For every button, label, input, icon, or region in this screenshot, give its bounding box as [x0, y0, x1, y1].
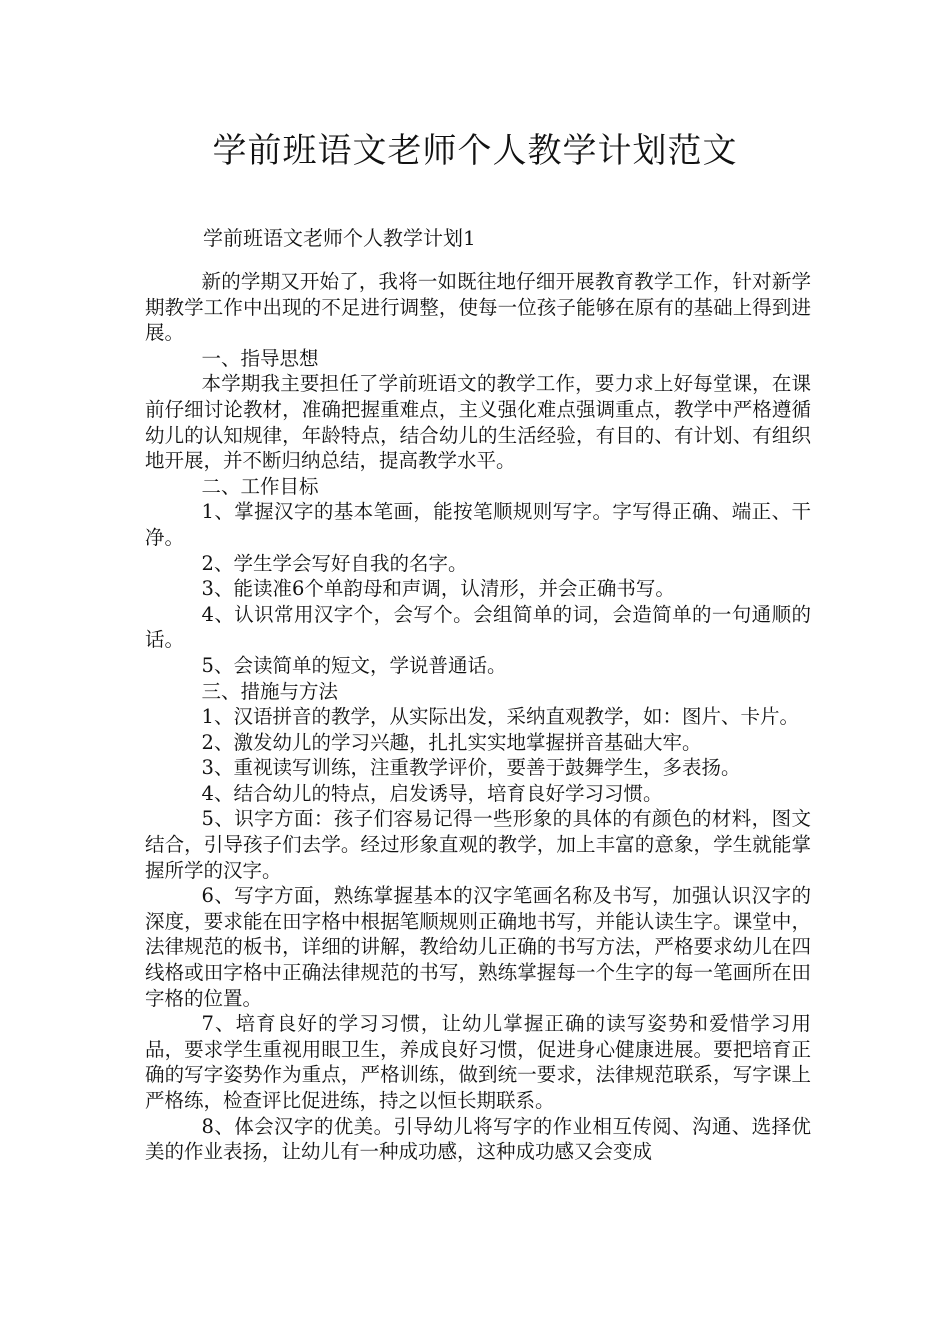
measure-item-8: 8、体会汉字的优美。引导幼儿将写字的作业相互传阅、沟通、选择优美的作业表扬，让幼儿有一种成功感，这种成功感又会变成 — [145, 1114, 811, 1164]
measure-item-1: 1、汉语拼音的教学，从实际出发，采纳直观教学，如：图片、卡片。 — [201, 705, 799, 729]
heading-work-goals: 二、工作目标 — [201, 474, 319, 498]
heading-guiding-thought: 一、指导思想 — [201, 346, 319, 370]
heading-measures: 三、措施与方法 — [201, 679, 339, 703]
paragraph-guiding-thought: 本学期我主要担任了学前班语文的教学工作，要力求上好每堂课，在课前仔细讨论教材，准确把握重难点，主义强化难点强调重点，教学中严格遵循幼儿的认知规律，年龄特点，结合幼儿的生活经验，有目的、有计划、有组织地开展，并不断归纳总结，提高教学水平。 — [145, 372, 811, 473]
goal-item-2: 2、学生学会写好自我的名字。 — [201, 551, 468, 575]
goal-item-1: 1、掌握汉字的基本笔画，能按笔顺规则写字。字写得正确、端正、干净。 — [145, 500, 811, 549]
measure-item-6: 6、写字方面，熟练掌握基本的汉字笔画名称及书写，加强认识汉字的深度，要求能在田字格中根据笔顺规则正确地书写，并能认读生字。课堂中，法律规范的板书，详细的讲解，教给幼儿正确的书写方法，严格要求幼儿在四线格或田字格中正确法律规范的书写，熟练掌握每一个生字的每一笔画所在田字格的位置。 — [145, 884, 811, 1010]
measure-item-2: 2、激发幼儿的学习兴趣，扎扎实实地掌握拼音基础大牢。 — [201, 730, 702, 754]
measure-item-5: 5、识字方面：孩子们容易记得一些形象的具体的有颜色的材料，图文结合，引导孩子们去学。经过形象直观的教学，加上丰富的意象，学生就能掌握所学的汉字。 — [145, 807, 811, 882]
goal-item-3: 3、能读准6个单韵母和声调，认清形，并会正确书写。 — [201, 577, 675, 601]
measure-item-3: 3、重视读写训练，注重教学评价，要善于鼓舞学生，多表扬。 — [201, 756, 741, 780]
measure-item-7: 7、培育良好的学习习惯，让幼儿掌握正确的读写姿势和爱惜学习用品，要求学生重视用眼卫生，养成良好习惯，促进身心健康进展。要把培育正确的写字姿势作为重点，严格训练，做到统一要求，法律规范联系，写字课上严格练，检查评比促进练，持之以恒长期联系。 — [145, 1012, 811, 1112]
measure-item-4: 4、结合幼儿的特点，启发诱导，培育良好学习习惯。 — [201, 781, 663, 805]
paragraph-intro: 新的学期又开始了，我将一如既往地仔细开展教育教学工作，针对新学期教学工作中出现的不足进行调整，使每一位孩子能够在原有的基础上得到进展。 — [145, 270, 811, 345]
document-body — [145, 269, 811, 1165]
section-subtitle: 学前班语文老师个人教学计划1 — [203, 226, 476, 250]
document-title: 学前班语文老师个人教学计划范文 — [212, 131, 738, 171]
goal-item-5: 5、会读简单的短文，学说普通话。 — [201, 653, 507, 677]
goal-item-4: 4、认识常用汉字个，会写个。会组简单的词，会造简单的一句通顺的话。 — [145, 602, 811, 652]
